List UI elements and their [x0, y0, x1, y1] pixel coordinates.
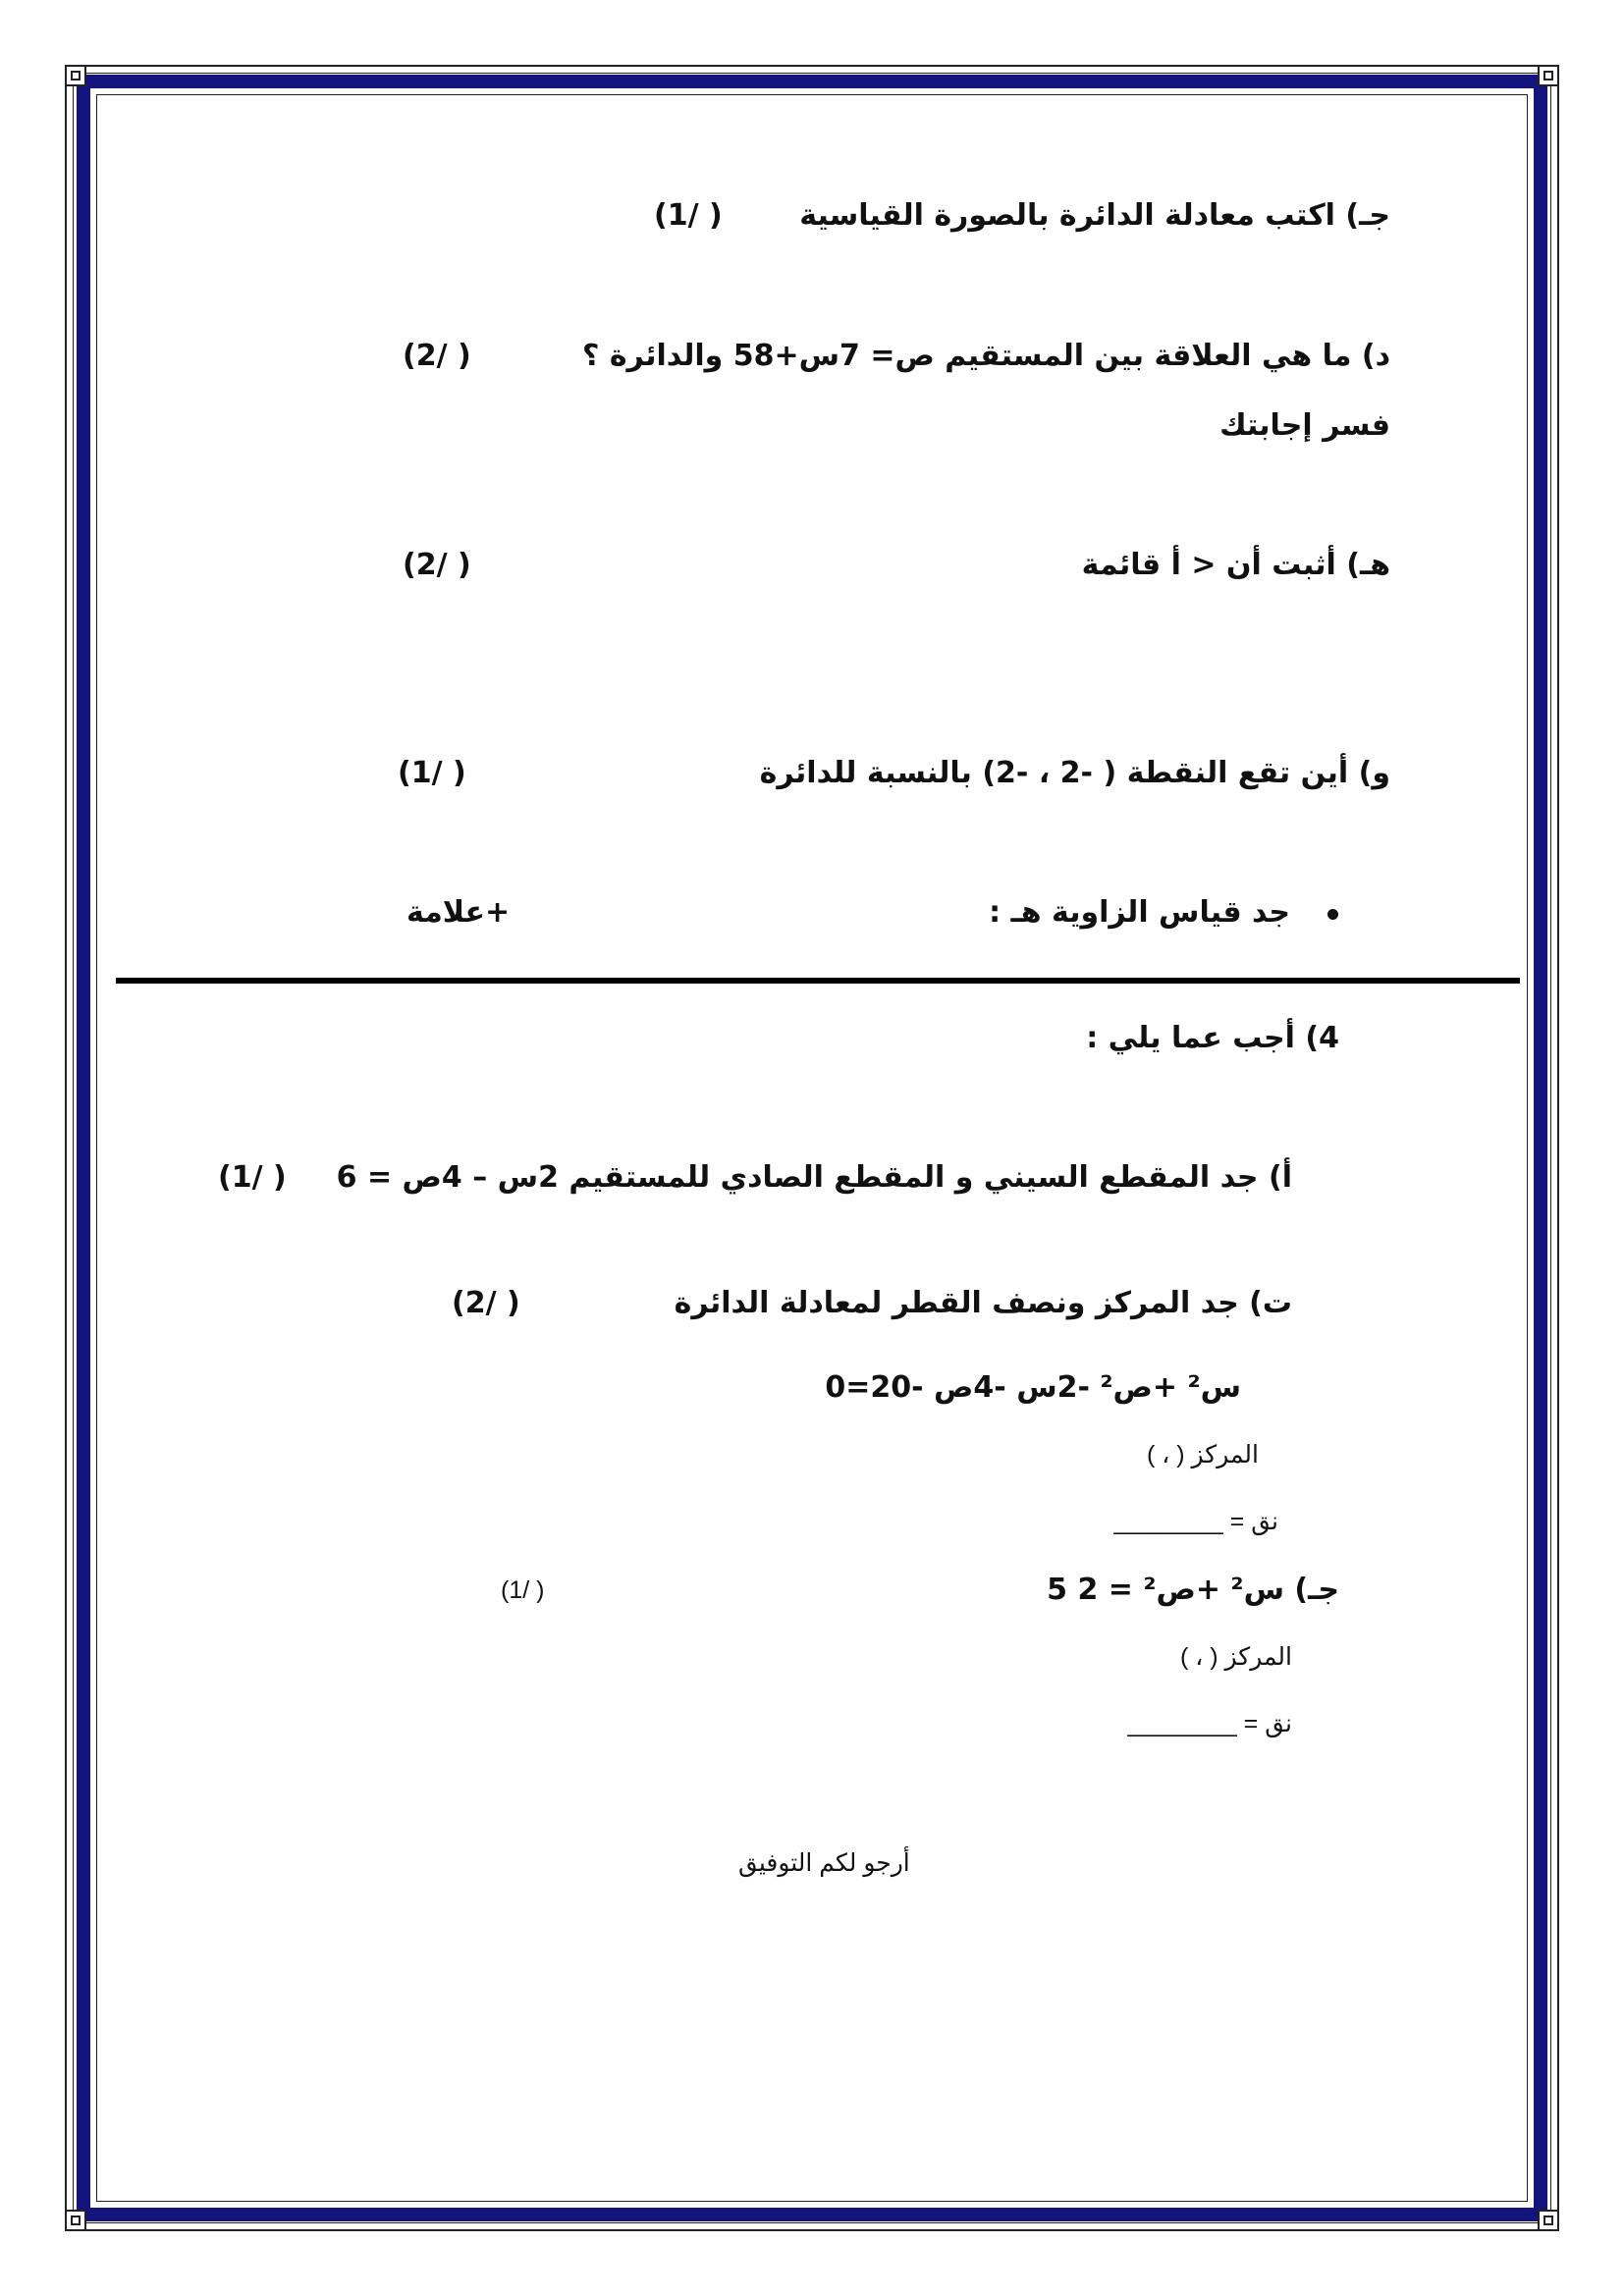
- section-divider: [116, 978, 1520, 984]
- question-f-mark: (1/ ): [398, 756, 466, 790]
- question-c-mark: (1/ ): [654, 198, 723, 233]
- border-corner-bottom-right: [1538, 2210, 1559, 2231]
- border-corner-bottom-left: [65, 2210, 86, 2231]
- question-4t-text: ت) جد المركز ونصف القطر لمعادلة الدائرة: [674, 1286, 1292, 1320]
- question-4c-radius: نق = ________: [1127, 1710, 1292, 1737]
- question-4c-text: جـ) س² +ص² = 2 5: [1047, 1573, 1339, 1607]
- question-4t-center: المركز ( ، ): [1146, 1441, 1259, 1468]
- question-4c-mark: (1/ ): [501, 1576, 545, 1604]
- question-e-mark: (2/ ): [403, 548, 471, 582]
- question-4a-mark: (1/ ): [218, 1160, 287, 1195]
- question-d-text: د) ما هي العلاقة بين المستقيم ص= 7س+58 والدائرة ؟: [581, 339, 1390, 373]
- bonus-text: جد قياس الزاوية هـ :: [989, 895, 1290, 930]
- question-c-text: جـ) اكتب معادلة الدائرة بالصورة القياسية: [799, 198, 1390, 233]
- question-4a-text: أ) جد المقطع السيني و المقطع الصادي للمستقيم 2س – 4ص = 6: [336, 1160, 1292, 1195]
- question-4t-equation: س² +ص² -2س -4ص -20=0: [825, 1370, 1241, 1405]
- question-f-text: و) أين تقع النقطة ( -2 ، -2) بالنسبة للدائرة: [759, 756, 1390, 790]
- bonus-bullet: [1327, 909, 1338, 920]
- question-4t-radius: نق = ________: [1113, 1508, 1278, 1535]
- border-corner-top-right: [1538, 65, 1559, 86]
- bonus-mark: +علامة: [406, 895, 511, 930]
- question-4c-center: المركز ( ، ): [1179, 1643, 1292, 1671]
- question-e-text: هـ) أثبت أن < أ قائمة: [1081, 548, 1390, 582]
- question-d-explain: فسر إجابتك: [1219, 408, 1390, 443]
- closing-wish: أرجو لكم التوفيق: [738, 1849, 910, 1877]
- question-4t-mark: (2/ ): [452, 1286, 520, 1320]
- question-4-title: 4) أجب عما يلي :: [1086, 1021, 1339, 1055]
- question-d-mark: (2/ ): [403, 339, 471, 373]
- border-corner-top-left: [65, 65, 86, 86]
